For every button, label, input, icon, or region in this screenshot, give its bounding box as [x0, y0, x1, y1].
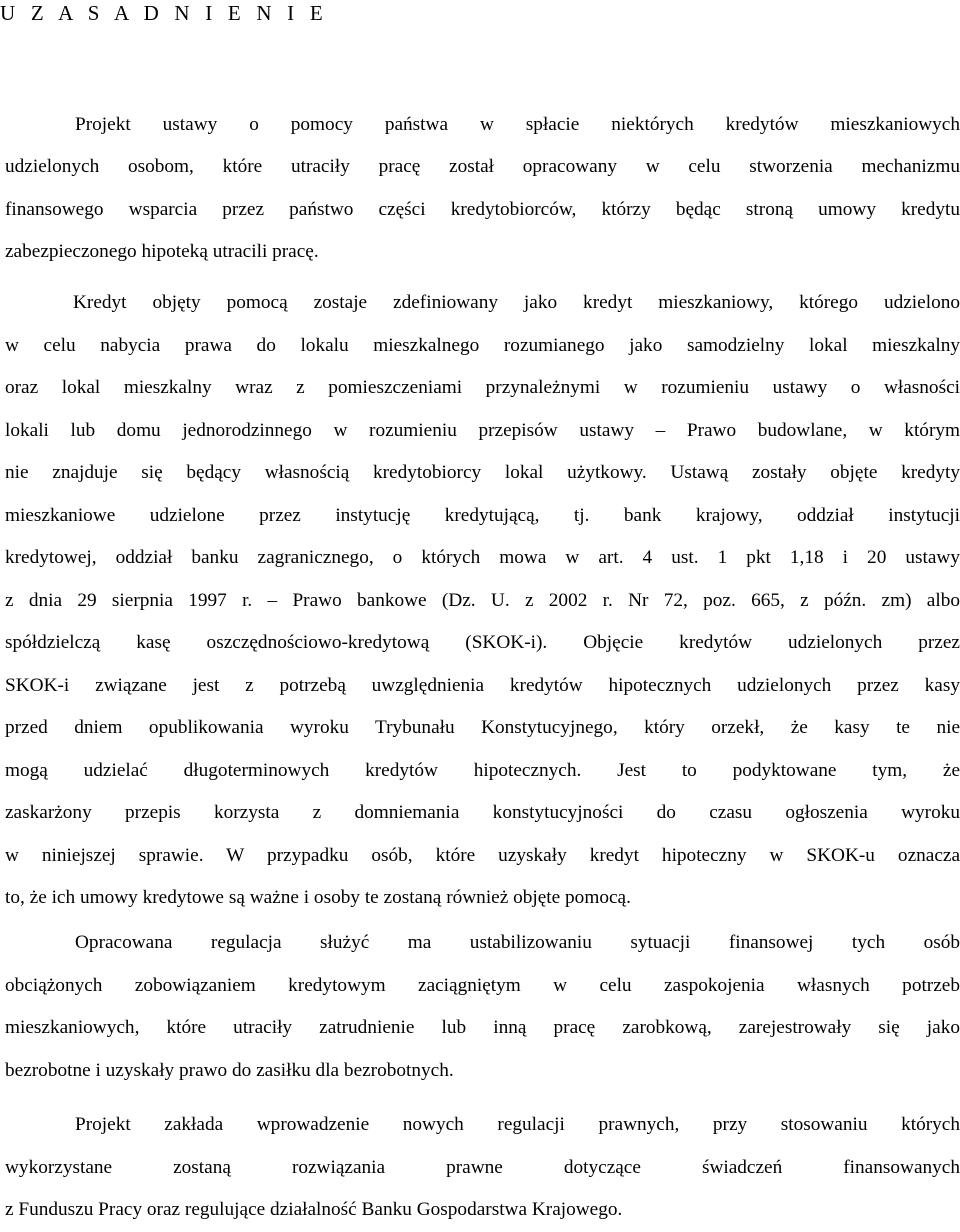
text-line: bezrobotne i uzyskały prawo do zasiłku dla bezrobotnych. — [5, 1059, 454, 1081]
text-line: mieszkaniowe udzielone przez instytucję kredytującą, tj. bank krajowy, oddział instytucji — [5, 504, 960, 526]
text-line: w niniejszej sprawie. W przypadku osób, które uzyskały kredyt hipoteczny w SKOK-u oznacza — [5, 844, 960, 866]
text-line: Projekt zakłada wprowadzenie nowych regulacji prawnych, przy stosowaniu których — [75, 1114, 960, 1135]
paragraph-regulation-goal — [5, 922, 960, 1092]
text-line: nie znajduje się będący własnością kredytobiorcy lokal użytkowy. Ustawą zostały objęte kredyty — [5, 462, 960, 483]
paragraph-credit-definition — [5, 282, 960, 920]
text-line: oraz lokal mieszkalny wraz z pomieszczeniami przynależnymi w rozumieniu ustawy o własności — [5, 377, 960, 398]
document-title: U Z A S A D N I E N I E — [0, 1, 328, 25]
text-line: z dnia 29 sierpnia 1997 r. – Prawo bankowe (Dz. U. z 2002 r. Nr 72, poz. 665, z późn. zm) albo — [5, 589, 960, 611]
text-line: w celu nabycia prawa do lokalu mieszkalnego rozumianego jako samodzielny lokal mieszkalny — [5, 334, 960, 356]
text-line: udzielonych osobom, które utraciły pracę został opracowany w celu stworzenia mechanizmu — [5, 156, 960, 178]
text-line: przed dniem opublikowania wyroku Trybunału Konstytucyjnego, który orzekł, że kasy te nie — [5, 717, 960, 738]
paragraph-new-regulations — [5, 1104, 960, 1232]
text-line: Kredyt objęty pomocą zostaje zdefiniowany jako kredyt mieszkaniowy, którego udzielono — [73, 292, 960, 313]
text-line: to, że ich umowy kredytowe są ważne i osoby te zostaną również objęte pomocą. — [5, 887, 631, 908]
text-line: finansowego wsparcia przez państwo części kredytobiorców, którzy będąc stroną umowy kredytu — [5, 198, 960, 220]
text-line: zaskarżony przepis korzysta z domniemania konstytucyjności do czasu ogłoszenia wyroku — [5, 802, 960, 823]
text-line: lokali lub domu jednorodzinnego w rozumieniu przepisów ustawy – Prawo budowlane, w którym — [5, 419, 960, 441]
text-line: z Funduszu Pracy oraz regulujące działalność Banku Gospodarstwa Krajowego. — [5, 1199, 623, 1220]
text-line: obciążonych zobowiązaniem kredytowym zaciągniętym w celu zaspokojenia własnych potrzeb — [5, 974, 960, 996]
text-line: Opracowana regulacja służyć ma ustabilizowaniu sytuacji finansowej tych osób — [75, 932, 960, 953]
paragraph-project-purpose — [5, 104, 960, 273]
text-line: zabezpieczonego hipoteką utracili pracę. — [5, 240, 319, 262]
text-line: mieszkaniowych, które utraciły zatrudnienie lub inną pracę zarobkową, zarejestrowały się jako — [5, 1017, 960, 1038]
text-line: wykorzystane zostaną rozwiązania prawne dotyczące świadczeń finansowanych — [5, 1156, 960, 1178]
text-line: SKOK-i związane jest z potrzebą uwzględnienia kredytów hipotecznych udzielonych przez kasy — [5, 674, 960, 696]
text-line: kredytowej, oddział banku zagranicznego, o których mowa w art. 4 ust. 1 pkt 1,18 i 20 ustawy — [5, 547, 960, 568]
text-line: mogą udzielać długoterminowych kredytów hipotecznych. Jest to podyktowane tym, że — [5, 759, 960, 781]
text-line: Projekt ustawy o pomocy państwa w spłacie niektórych kredytów mieszkaniowych — [75, 114, 960, 135]
text-line: spółdzielczą kasę oszczędnościowo-kredytową (SKOK-i). Objęcie kredytów udzielonych przez — [5, 632, 960, 653]
